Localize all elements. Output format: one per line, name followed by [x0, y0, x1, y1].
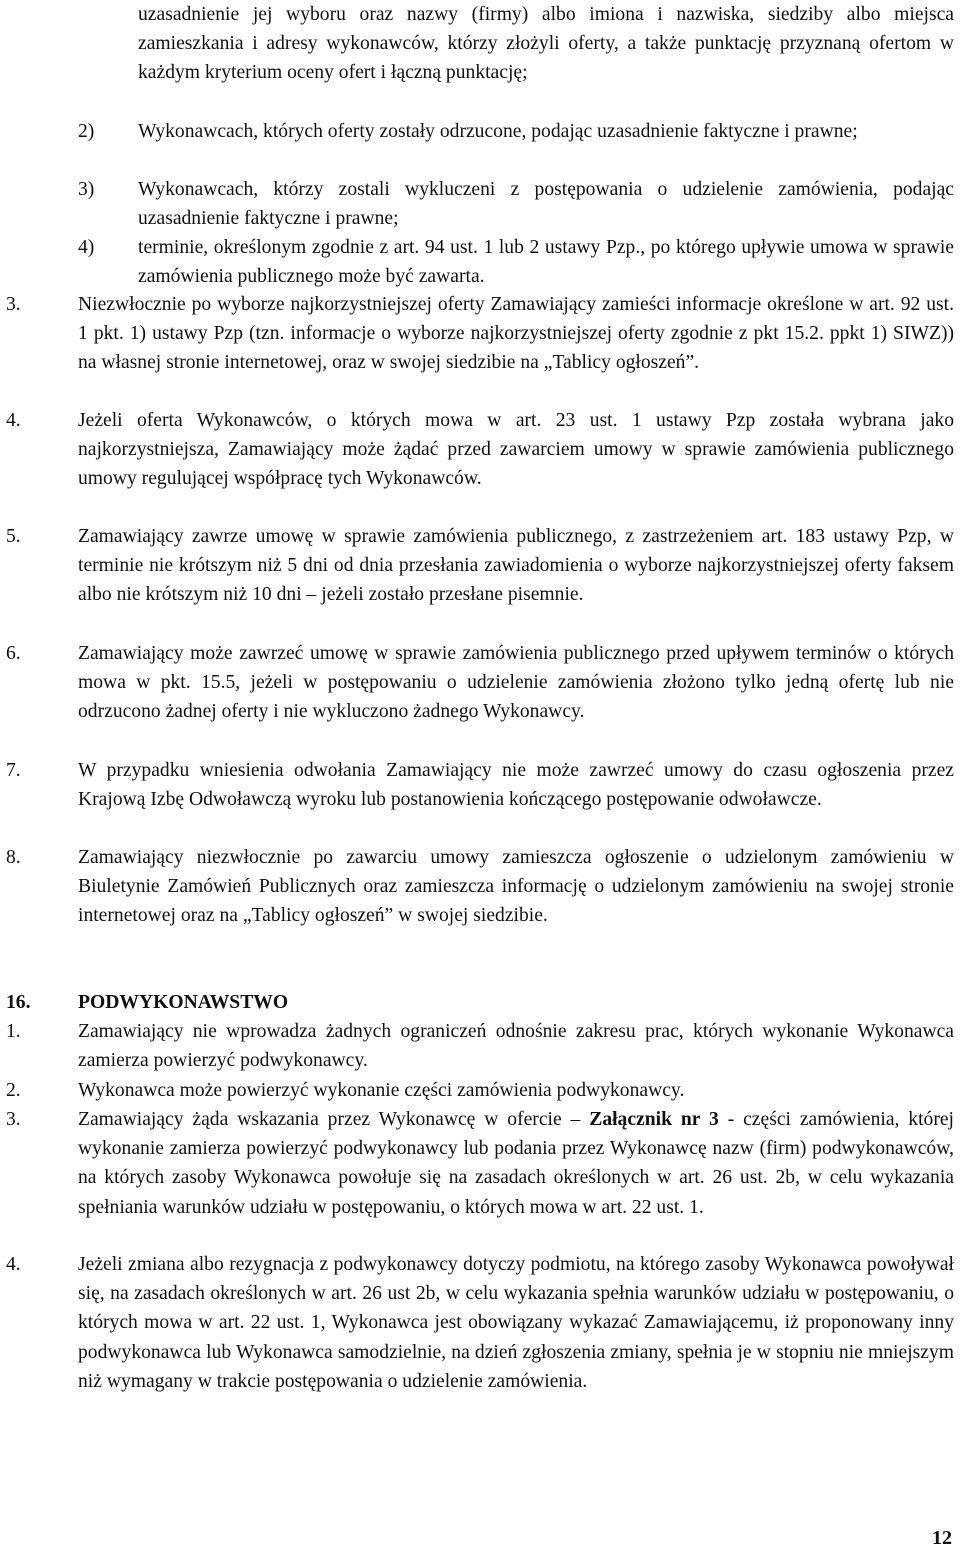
- list-item-text-after: - części zamówienia, której wykonanie zamierza powierzyć podwykonawcy lub podania przez Wykonawcę nazw (firm) podwykonawców, na których zasoby Wykonawca powołuje się na zasadach określonych w art. 26 ust. 2b, w celu wykazania spełniania warunków udziału w postępowaniu, o których mowa w art. 22 ust. 1.: [78, 1109, 955, 1218]
- list-item-number: 7.: [6, 760, 21, 781]
- sub-item-number: 4): [78, 237, 95, 258]
- sub-item-number: 3): [78, 179, 95, 200]
- list-item-text: W przypadku wniesienia odwołania Zamawiający nie może zawrzeć umowy do czasu ogłoszenia przez Krajową Izbę Odwoławczą wyroku lub postanowienia kończącego postępowanie odwoławcze.: [78, 760, 954, 811]
- list-item: [0, 1076, 960, 1105]
- list-item-number: 5.: [6, 526, 21, 547]
- list-item-number: 3.: [6, 1109, 21, 1130]
- list-item-text: Zamawiający może zawrzeć umowę w sprawie zamówienia publicznego przed upływem terminów o których mowa w pkt. 15.5, jeżeli w postępowaniu o udzielenie zamówienia złożono tylko jedną ofertę lub nie odrzucono żadnej oferty i nie wykluczono żadnego Wykonawcy.: [78, 643, 954, 723]
- sub-item-text: Wykonawcach, którzy zostali wykluczeni z postępowania o udzielenie zamówienia, podając uzasadnienie faktyczne i prawne;: [138, 179, 954, 230]
- list-item: [0, 1250, 960, 1396]
- sub-item: [0, 175, 960, 233]
- list-item: [0, 290, 960, 378]
- list-item-number: 4.: [6, 410, 21, 431]
- list-item: [0, 843, 960, 931]
- sub-item: [0, 233, 960, 291]
- sub-item-text: terminie, określonym zgodnie z art. 94 ust. 1 lub 2 ustawy Pzp., po którego upływie umowa w sprawie zamówienia publicznego może być zawarta.: [138, 237, 954, 288]
- list-item: [0, 639, 960, 727]
- list-item: [0, 406, 960, 494]
- list-item-text: Niezwłocznie po wyborze najkorzystniejszej oferty Zamawiający zamieści informacje określone w art. 92 ust. 1 pkt. 1) ustawy Pzp (tzn. informacje o wyborze najkorzystniejszej oferty zgodnie z pkt 15.2. ppkt 1) SIWZ)) na własnej stronie internetowej, oraz w swojej siedzibie na „Tablicy ogłoszeń”.: [78, 294, 954, 374]
- list-item-text: Zamawiający nie wprowadza żadnych ograniczeń odnośnie zakresu prac, których wykonanie Wykonawca zamierza powierzyć podwykonawcy.: [78, 1021, 954, 1072]
- list-item: [0, 756, 960, 814]
- list-item-number: 2.: [6, 1080, 21, 1101]
- list-item-text: Jeżeli zmiana albo rezygnacja z podwykonawcy dotyczy podmiotu, na którego zasoby Wykonawca powoływał się, na zasadach określonych w art. 26 ust 2b, w celu wykazania spełnia warunków udziału w postępowaniu, o których mowa w art. 22 ust. 1, Wykonawca jest obowiązany wykazać Zamawiającemu, iż proponowany inny podwykonawca lub Wykonawca samodzielnie, na dzień zgłoszenia zmiany, spełnia je w stopniu nie mniejszym niż wymagany w trakcie postępowania o udzielenie zamówienia.: [78, 1254, 954, 1392]
- list-item: [0, 1105, 960, 1222]
- sub-item-number: 2): [78, 121, 95, 142]
- sub-item-text: Wykonawcach, których oferty zostały odrzucone, podając uzasadnienie faktyczne i prawne;: [138, 121, 858, 142]
- list-item-text: Jeżeli oferta Wykonawców, o których mowa w art. 23 ust. 1 ustawy Pzp została wybrana jako najkorzystniejsza, Zamawiający może żądać przed zawarciem umowy w sprawie zamówienia publicznego umowy regulującej współpracę tych Wykonawców.: [78, 410, 954, 490]
- attachment-reference: Załącznik nr 3: [589, 1109, 719, 1130]
- list-item-text: Zamawiający niezwłocznie po zawarciu umowy zamieszcza ogłoszenie o udzielonym zamówieniu w Biuletynie Zamówień Publicznych oraz zamieszcza informację o udzielonym zamówieniu na swojej stronie internetowej oraz na „Tablicy ogłoszeń” w swojej siedzibie.: [78, 847, 954, 927]
- section-heading: [0, 988, 960, 1017]
- page-number: 12: [932, 1527, 952, 1549]
- list-item-number: 1.: [6, 1021, 21, 1042]
- intro-block: [0, 0, 960, 88]
- list-item-number: 8.: [6, 847, 21, 868]
- list-item-number: 4.: [6, 1254, 21, 1275]
- list-item: [0, 522, 960, 610]
- list-item: [0, 1017, 960, 1075]
- section-title: PODWYKONAWSTWO: [78, 992, 289, 1013]
- list-item-number: 6.: [6, 643, 21, 664]
- section-number: 16.: [6, 992, 31, 1013]
- list-item-text: Wykonawca może powierzyć wykonanie części zamówienia podwykonawcy.: [78, 1080, 685, 1101]
- sub-item: [0, 117, 960, 146]
- list-item-continuation: uzasadnienie jej wyboru oraz nazwy (firmy) albo imiona i nazwiska, siedziby albo miejsca zamieszkania i adresy wykonawców, którzy złożyli oferty, a także punktację przyznaną ofertom w każdym kryterium oceny ofert i łączną punktację;: [138, 4, 954, 84]
- list-item-number: 3.: [6, 294, 21, 315]
- list-item-text-before: Zamawiający żąda wskazania przez Wykonawcę w ofercie –: [78, 1109, 590, 1130]
- list-item-text: Zamawiający zawrze umowę w sprawie zamówienia publicznego, z zastrzeżeniem art. 183 ustawy Pzp, w terminie nie krótszym niż 5 dni od dnia przesłania zawiadomienia o wyborze najkorzystniejszej oferty faksem albo nie krótszym niż 10 dni – jeżeli zostało przesłane pisemnie.: [78, 526, 954, 606]
